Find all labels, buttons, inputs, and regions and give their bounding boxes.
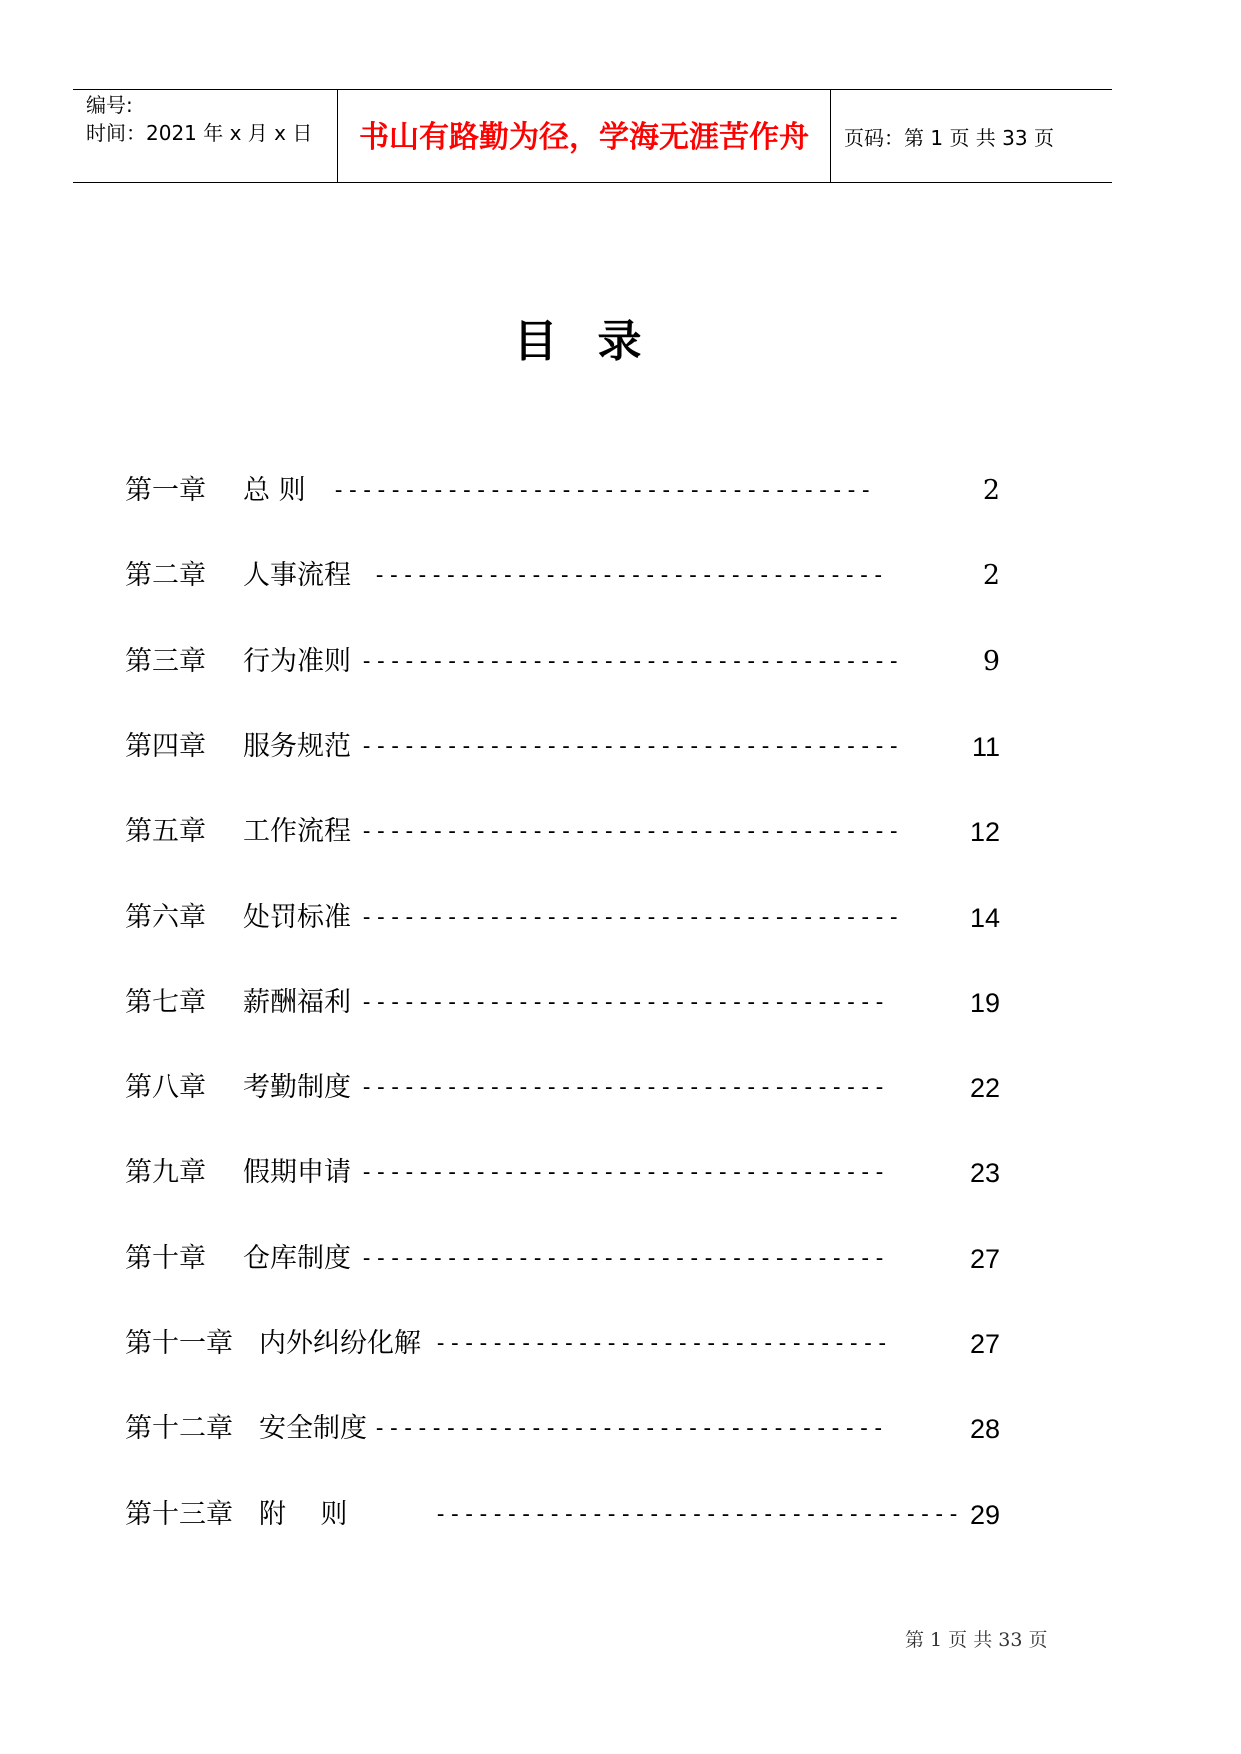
toc-chapter-number: 第十章 [125,1243,206,1274]
header-middle-cell [338,90,831,182]
toc-leader-dashes: ------------------------------------ [373,563,886,588]
toc-chapter-number: 第一章 [125,475,206,506]
toc-chapter-title: 内外纠纷化解 [259,1328,421,1359]
toc-entry[interactable] [125,1068,1025,1108]
page-title: 目录 [513,316,682,367]
toc-entry[interactable] [125,642,1025,682]
toc-chapter-number: 第六章 [125,902,206,933]
page-code: 页码：第 1 页 共 33 页 [844,126,1054,150]
toc-page-number: 14 [969,903,1000,933]
toc-entry[interactable] [125,1495,1025,1535]
toc-page-number: 11 [971,732,1000,762]
toc-leader-dashes: -------------------------------------- [360,905,902,930]
toc-chapter-title: 仓库制度 [243,1243,351,1274]
toc-page-number: 23 [969,1158,1000,1188]
toc-chapter-number: 第五章 [125,816,206,847]
toc-chapter-number: 第二章 [125,560,206,591]
toc-chapter-number: 第八章 [125,1072,206,1103]
toc-chapter-number: 第三章 [125,646,206,677]
toc-page-number: 29 [969,1500,1000,1530]
toc-chapter-title: 行为准则 [243,646,351,677]
motto: 书山有路勤为径，学海无涯苦作舟 [359,120,809,155]
toc-page-number: 28 [969,1414,1000,1444]
toc-entry[interactable] [125,898,1025,938]
toc-chapter-title: 考勤制度 [243,1072,351,1103]
toc-page-number: 22 [969,1073,1000,1103]
toc-chapter-number: 第九章 [125,1157,206,1188]
toc-chapter-number: 第十三章 [125,1499,233,1530]
toc-chapter-title: 服务规范 [243,731,351,762]
page-footer: 第 1 页 共 33 页 [905,1629,1048,1651]
header-right-cell [831,90,1112,182]
toc-chapter-number: 第七章 [125,987,206,1018]
toc-entry[interactable] [125,983,1025,1023]
header-left-cell [73,90,338,182]
toc-chapter-title: 薪酬福利 [243,987,351,1018]
toc-page-number: 9 [982,646,1000,677]
toc-entry[interactable] [125,471,1025,511]
toc-leader-dashes: -------------------------------------- [360,819,902,844]
toc-leader-dashes: ------------------------------------- [434,1502,962,1527]
toc-leader-dashes: ------------------------------------- [360,990,888,1015]
toc-page-number: 27 [969,1329,1000,1359]
number-label: 编号: [86,93,133,117]
toc-leader-dashes: ------------------------------------- [360,1160,888,1185]
toc-leader-dashes: -------------------------------------- [332,478,874,503]
toc-entry[interactable] [125,556,1025,596]
toc-entry[interactable] [125,727,1025,767]
toc-chapter-number: 第十二章 [125,1413,233,1444]
toc-leader-dashes: -------------------------------- [434,1331,890,1356]
toc-page-number: 27 [969,1244,1000,1274]
toc-leader-dashes: -------------------------------------- [360,649,902,674]
toc-leader-dashes: ------------------------------------- [360,1246,888,1271]
toc-chapter-title: 安全制度 [259,1413,367,1444]
document-header [73,89,1112,183]
toc-entry[interactable] [125,812,1025,852]
toc-entry[interactable] [125,1153,1025,1193]
toc-page-number: 2 [982,560,1000,591]
toc-entry[interactable] [125,1409,1025,1449]
toc-chapter-title: 人事流程 [243,560,351,591]
toc-chapter-title: 处罚标准 [243,902,351,933]
toc-page-number: 12 [969,817,1000,847]
toc-entry[interactable] [125,1324,1025,1364]
toc-leader-dashes: -------------------------------------- [360,734,902,759]
toc-page-number: 19 [969,988,1000,1018]
toc-leader-dashes: ------------------------------------- [360,1075,888,1100]
toc-entry[interactable] [125,1239,1025,1279]
toc-chapter-title: 附 则 [259,1499,348,1530]
toc-chapter-number: 第四章 [125,731,206,762]
toc-chapter-title: 总 则 [243,475,306,506]
toc-chapter-title: 工作流程 [243,816,351,847]
toc-chapter-title: 假期申请 [243,1157,351,1188]
toc-page-number: 2 [982,475,1000,506]
time-label: 时间：2021 年 x 月 x 日 [86,121,313,145]
toc-leader-dashes: ------------------------------------ [373,1416,886,1441]
toc-chapter-number: 第十一章 [125,1328,233,1359]
